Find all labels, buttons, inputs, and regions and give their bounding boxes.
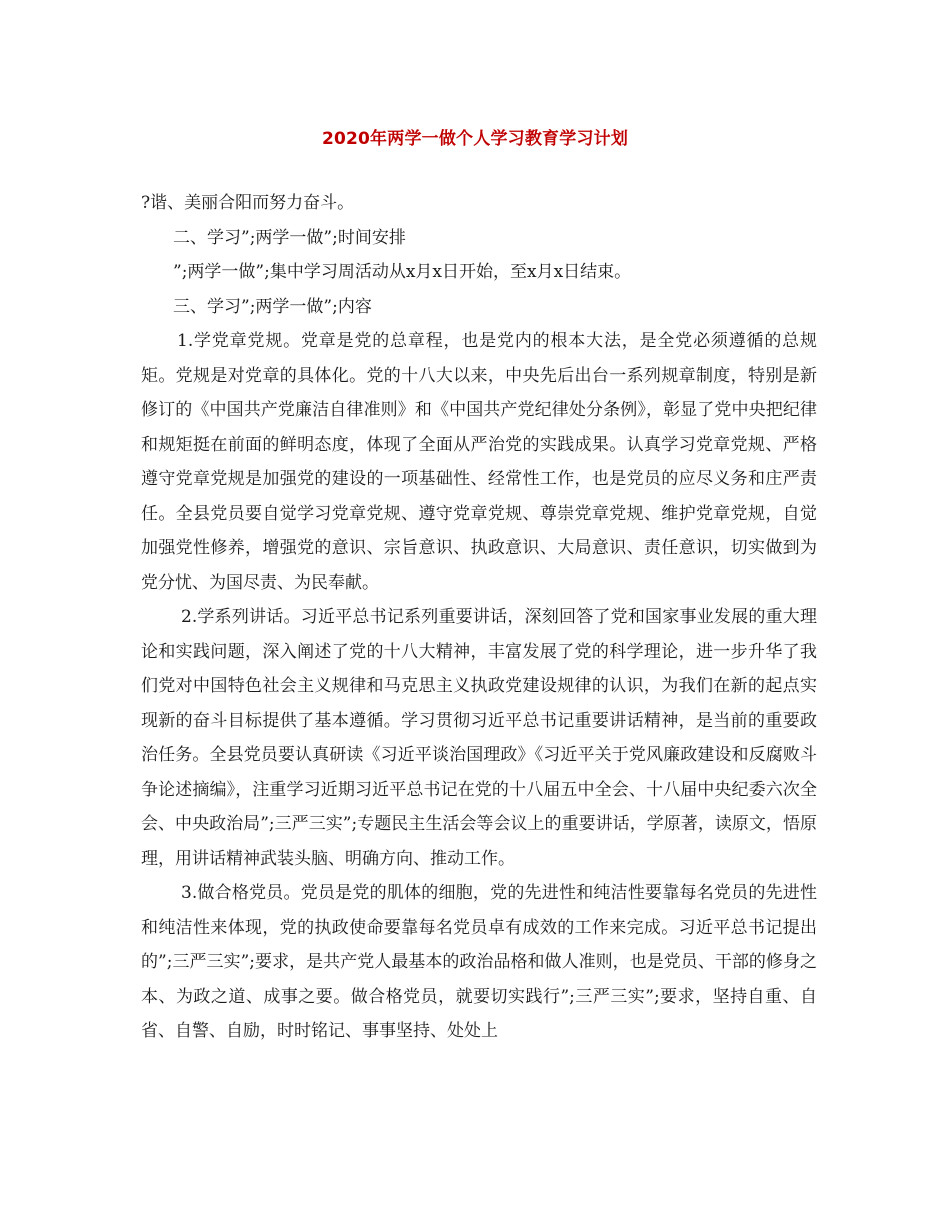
paragraph-item-1: 1.学党章党规。党章是党的总章程，也是党内的根本大法，是全党必须遵循的总规矩。党规是对党章的具体化。党的十八大以来，中央先后出台一系列规章制度，特别是新修订的《中国共产党廉洁自律准则》和《中国共产党纪律处分条例》，彰显了党中央把纪律和规矩挺在前面的鲜明态度，体现了全面从严治党的实践成果。认真学习党章党规、严格遵守党章党规是加强党的建设的一项基础性、经常性工作，也是党员的应尽义务和庄严责任。全县党员要自觉学习党章党规、遵守党章党规、尊崇党章党规、维护党章党规，自觉加强党性修养，增强党的意识、宗旨意识、执政意识、大局意识、责任意识，切实做到为党分忧、为国尽责、为民奉献。 — [141, 331, 817, 593]
paragraph-item-2: 2.学系列讲话。习近平总书记系列重要讲话，深刻回答了党和国家事业发展的重大理论和实践问题，深入阐述了党的十八大精神，丰富发展了党的科学理论，进一步升华了我们党对中国特色社会主义规律和马克思主义执政党建设规律的认识，为我们在新的起点实现新的奋斗目标提供了基本遵循。学习贯彻习近平总书记重要讲话精神，是当前的重要政治任务。全县党员要认真研读《习近平谈治国理政》《习近平关于党风廉政建设和反腐败斗争论述摘编》，注重学习近期习近平总书记在党的十八届五中全会、十八届中央纪委六次全会、中央政治局”;三严三实”;专题民主生活会等会议上的重要讲话，学原著，读原文，悟原理，用讲话精神武装头脑、明确方向、推动工作。 — [141, 607, 817, 869]
document-title: 2020年两学一做个人学习教育学习计划 — [321, 129, 629, 149]
paragraph-schedule: ”;两学一做”;集中学习周活动从x月x日开始，至x月x日结束。 — [173, 262, 632, 282]
document-body — [141, 186, 817, 1049]
paragraph-continuation: ?谐、美丽合阳而努力奋斗。 — [141, 193, 355, 213]
paragraph-item-3: 3.做合格党员。党员是党的肌体的细胞，党的先进性和纯洁性要靠每名党员的先进性和纯洁性来体现，党的执政使命要靠每名党员卓有成效的工作来完成。习近平总书记提出的”;三严三实”;要求，是共产党人最基本的政治品格和做人准则，也是党员、干部的修身之本、为政之道、成事之要。做合格党员，就要切实践行”;三严三实”;要求，坚持自重、自省、自警、自励，时时铭记、事事坚持、处处上 — [141, 883, 817, 1041]
section-heading-schedule: 二、学习”;两学一做”;时间安排 — [173, 227, 406, 248]
section-heading-content: 三、学习”;两学一做”;内容 — [173, 296, 372, 317]
